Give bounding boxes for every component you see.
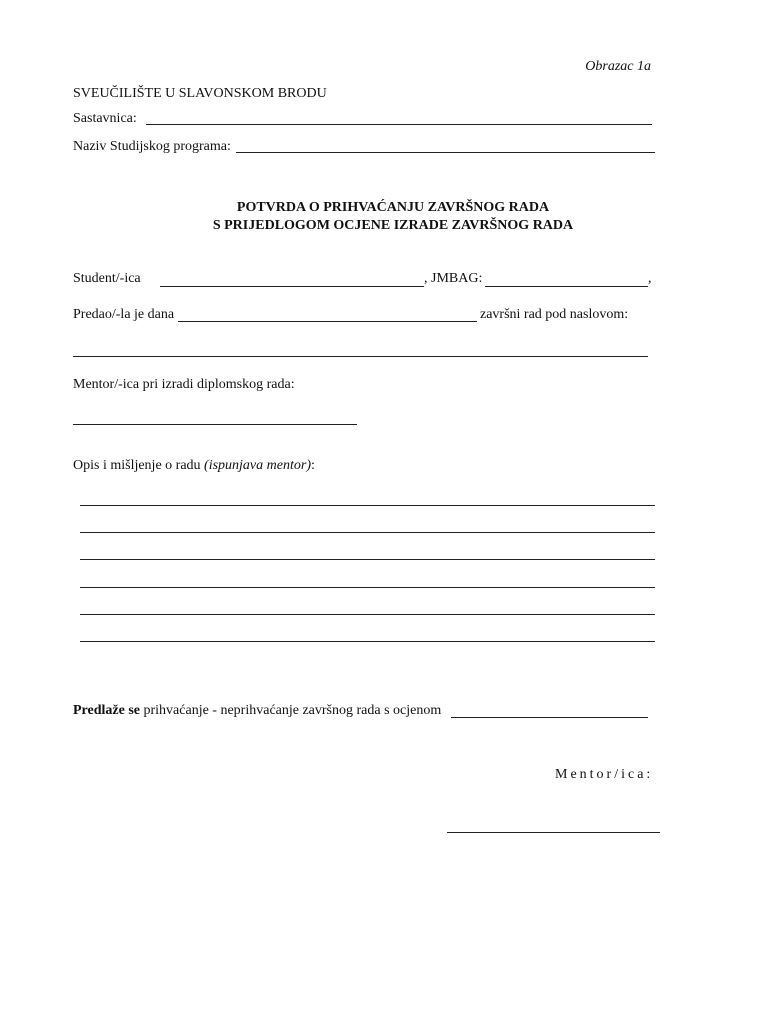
title-line-1: POTVRDA O PRIHVAĆANJU ZAVRŠNOG RADA [236, 200, 550, 215]
submitted-label: Predao/-la je dana [73, 307, 175, 322]
student-label: Student/-ica [73, 271, 141, 286]
opinion-label-text: Opis i mišljenje o radu [73, 458, 201, 473]
signature-line[interactable] [447, 832, 660, 833]
opinion-line-3[interactable] [80, 559, 655, 560]
opinion-colon: : [310, 458, 315, 473]
submitted-suffix: završni rad pod naslovom: [480, 307, 629, 322]
student-field-line[interactable] [160, 286, 424, 287]
proposal-text [73, 702, 441, 720]
title-line-2: S PRIJEDLOGOM OCJENE IZRADE ZAVRŠNOG RADA [212, 218, 574, 233]
form-code: Obrazac 1a [585, 59, 651, 74]
document-title [0, 199, 768, 235]
constituent-field-line[interactable] [146, 124, 652, 125]
opinion-line-1[interactable] [80, 505, 655, 506]
opinion-line-6[interactable] [80, 641, 655, 642]
program-field-line[interactable] [236, 152, 655, 153]
proposal-body: prihvaćanje - neprihvaćanje završnog rada s ocjenom [143, 703, 442, 718]
jmbag-field-line[interactable] [485, 286, 648, 287]
jmbag-comma: , [648, 271, 652, 286]
grade-field-line[interactable] [451, 717, 648, 718]
constituent-label: Sastavnica: [73, 111, 137, 126]
submitted-date-line[interactable] [178, 321, 477, 322]
proposal-bold: Predlaže se [73, 703, 140, 718]
thesis-title-line[interactable] [73, 356, 648, 357]
jmbag-label: , JMBAG: [424, 271, 483, 286]
opinion-hint: (ispunjava mentor) [204, 458, 311, 473]
opinion-line-5[interactable] [80, 614, 655, 615]
opinion-line-4[interactable] [80, 587, 655, 588]
signature-label: Mentor/ica: [555, 767, 654, 782]
opinion-label [73, 457, 315, 475]
opinion-line-2[interactable] [80, 532, 655, 533]
mentor-field-line[interactable] [73, 424, 357, 425]
mentor-label: Mentor/-ica pri izradi diplomskog rada: [73, 377, 295, 392]
program-label: Naziv Studijskog programa: [73, 139, 231, 154]
university-name: SVEUČILIŠTE U SLAVONSKOM BRODU [73, 86, 327, 101]
